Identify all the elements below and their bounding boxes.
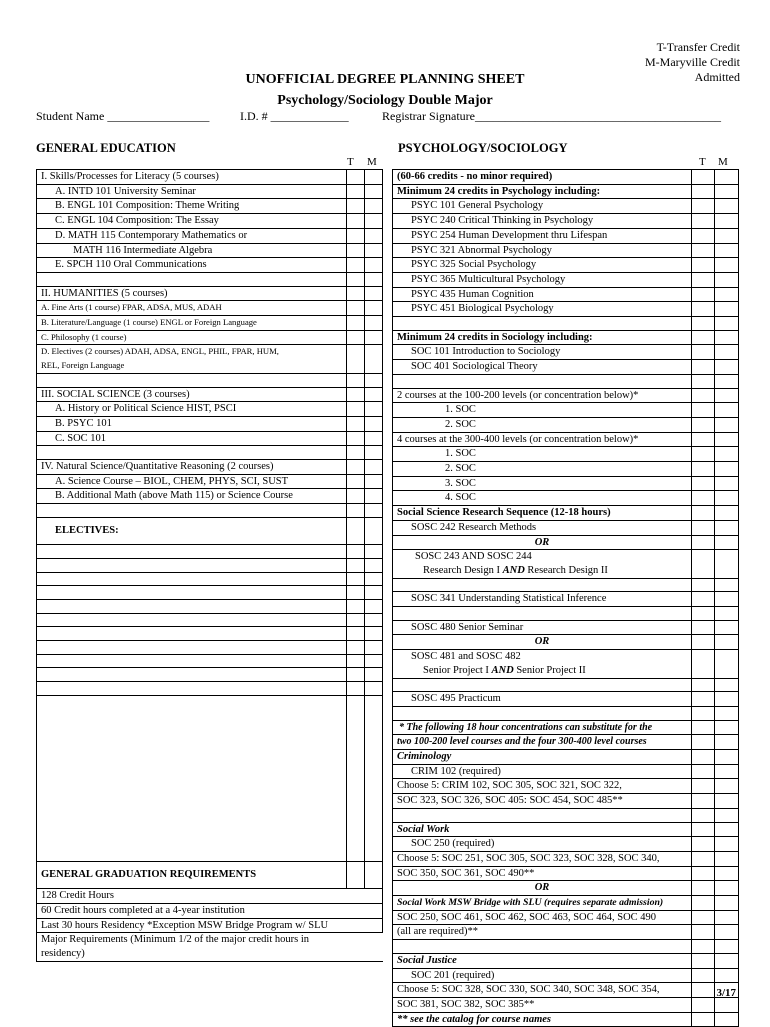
table-row	[37, 654, 383, 668]
table-row	[37, 627, 383, 641]
table-row: C. SOC 101	[37, 431, 383, 446]
table-row: OR	[393, 535, 739, 550]
electives-line-2: REL, Foreign Language	[41, 360, 125, 371]
table-row	[393, 550, 739, 578]
table-row	[37, 345, 383, 373]
table-row	[393, 940, 739, 954]
table-row: OR	[393, 881, 739, 896]
table-row	[37, 599, 383, 613]
table-row: Criminology	[393, 750, 739, 765]
table-row	[37, 446, 383, 460]
table-row	[37, 861, 383, 888]
table-row: 2. SOC	[393, 417, 739, 432]
table-row: Choose 5: CRIM 102, SOC 305, SOC 321, SOC 322,	[393, 779, 739, 794]
table-row: MATH 116 Intermediate Algebra	[37, 243, 383, 258]
table-row	[37, 545, 383, 559]
general-education-heading: GENERAL EDUCATION	[36, 141, 176, 155]
table-row: SOC 201 (required)	[393, 968, 739, 983]
table-row: (60-66 credits - no minor required)	[393, 170, 739, 185]
research-design-and: AND	[502, 564, 525, 576]
senior-project-1: Senior Project I	[423, 664, 489, 676]
general-education-table	[36, 169, 383, 962]
table-row: PSYC 321 Abnormal Psychology	[393, 243, 739, 258]
table-row: B. Additional Math (above Math 115) or Science Course	[37, 489, 383, 504]
left-col-t-header: T	[347, 156, 354, 168]
table-row: D. MATH 115 Contemporary Mathematics or	[37, 228, 383, 243]
table-row	[37, 641, 383, 655]
research-design-1: Research Design I	[423, 564, 500, 576]
research-design-line-1: SOSC 243 AND SOSC 244	[415, 551, 532, 563]
table-row: OR	[393, 635, 739, 650]
table-row: IV. Natural Science/Quantitative Reasoning (2 courses)	[37, 460, 383, 475]
document-title: UNOFFICIAL DEGREE PLANNING SHEET	[245, 72, 525, 87]
table-row	[37, 558, 383, 572]
table-row: SOSC 341 Understanding Statistical Inference	[393, 592, 739, 607]
table-row	[393, 706, 739, 720]
table-row: 4. SOC	[393, 491, 739, 506]
legend-admitted: Admitted	[694, 70, 740, 84]
table-row: 128 Credit Hours	[37, 889, 383, 904]
table-row	[37, 272, 383, 286]
student-name-field[interactable]: Student Name _________________	[36, 109, 210, 123]
electives-line-1: D. Electives (2 courses) ADAH, ADSA, ENGL, PHIL, FPAR, HUM,	[41, 346, 279, 357]
table-row: (all are required)**	[393, 925, 739, 940]
table-row: 1. SOC	[393, 403, 739, 418]
table-row: Social Work MSW Bridge with SLU (requires separate admission)	[393, 896, 739, 911]
table-row: 3. SOC	[393, 476, 739, 491]
table-row: PSYC 254 Human Development thru Lifespan	[393, 228, 739, 243]
table-row	[37, 517, 383, 544]
table-row: SOSC 495 Practicum	[393, 692, 739, 707]
table-row: Choose 5: SOC 251, SOC 305, SOC 323, SOC 328, SOC 340,	[393, 851, 739, 866]
table-row: B. ENGL 101 Composition: Theme Writing	[37, 199, 383, 214]
table-row	[37, 613, 383, 627]
table-row: SOC 350, SOC 361, SOC 490**	[393, 866, 739, 881]
table-row	[393, 578, 739, 592]
table-row: 1. SOC	[393, 447, 739, 462]
table-row: A. History or Political Science HIST, PSCI	[37, 402, 383, 417]
table-row: SOC 323, SOC 326, SOC 405: SOC 454, SOC 485**	[393, 794, 739, 809]
left-col-m-header: M	[367, 156, 377, 168]
table-row	[37, 572, 383, 586]
table-row: 4 courses at the 300-400 levels (or concentration below)*	[393, 432, 739, 447]
table-row: Social Justice	[393, 953, 739, 968]
table-row: Social Science Research Sequence (12-18 hours)	[393, 506, 739, 521]
table-row: Minimum 24 credits in Psychology including:	[393, 184, 739, 199]
table-row: Last 30 hours Residency *Exception MSW Bridge Program w/ SLU	[37, 918, 383, 933]
table-row	[37, 933, 383, 961]
table-row	[393, 808, 739, 822]
student-id-field[interactable]: I.D. # _____________	[240, 109, 349, 123]
table-row	[37, 504, 383, 518]
table-row: III. SOCIAL SCIENCE (3 courses)	[37, 387, 383, 402]
table-row: 2. SOC	[393, 462, 739, 477]
table-row: 2 courses at the 100-200 levels (or concentration below)*	[393, 388, 739, 403]
table-row: Choose 5: SOC 328, SOC 330, SOC 340, SOC 348, SOC 354,	[393, 983, 739, 998]
table-row: PSYC 240 Critical Thinking in Psychology	[393, 214, 739, 229]
table-row: PSYC 101 General Psychology	[393, 199, 739, 214]
table-row: B. Literature/Language (1 course) ENGL or Foreign Language	[37, 316, 383, 331]
electives-label: ELECTIVES:	[37, 517, 347, 544]
table-row: 60 Credit hours completed at a 4-year institution	[37, 903, 383, 918]
table-row: ** see the catalog for course names	[393, 1012, 739, 1027]
right-col-t-header: T	[699, 156, 706, 168]
research-design-2: Research Design II	[527, 564, 608, 576]
table-row: PSYC 435 Human Cognition	[393, 287, 739, 302]
table-row: PSYC 451 Biological Psychology	[393, 302, 739, 317]
table-row	[37, 586, 383, 600]
table-row: II. HUMANITIES (5 courses)	[37, 286, 383, 301]
table-row: E. SPCH 110 Oral Communications	[37, 258, 383, 273]
table-row	[393, 374, 739, 388]
table-row	[37, 373, 383, 387]
table-row: SOSC 480 Senior Seminar	[393, 620, 739, 635]
page-number: 3/17	[716, 987, 736, 999]
table-row: PSYC 325 Social Psychology	[393, 258, 739, 273]
legend-transfer: T-Transfer Credit	[656, 40, 740, 54]
table-row: C. ENGL 104 Composition: The Essay	[37, 214, 383, 229]
table-row: B. PSYC 101	[37, 416, 383, 431]
table-row: SOC 250 (required)	[393, 837, 739, 852]
table-row	[393, 317, 739, 331]
major-req-line-1: Major Requirements (Minimum 1/2 of the major credit hours in	[41, 934, 309, 946]
senior-project-and: AND	[491, 664, 514, 676]
table-row: two 100-200 level courses and the four 300-400 level courses	[393, 735, 739, 750]
psych-soc-heading: PSYCHOLOGY/SOCIOLOGY	[398, 141, 568, 155]
table-row: SOC 381, SOC 382, SOC 385**	[393, 997, 739, 1012]
table-row: Minimum 24 credits in Sociology including:	[393, 330, 739, 345]
table-row: SOSC 242 Research Methods	[393, 520, 739, 535]
registrar-signature-field[interactable]: Registrar Signature_________________________________________	[382, 109, 721, 123]
senior-project-2: Senior Project II	[516, 664, 586, 676]
table-row: I. Skills/Processes for Literacy (5 courses)	[37, 170, 383, 185]
table-row	[393, 650, 739, 678]
graduation-requirements-heading: GENERAL GRADUATION REQUIREMENTS	[37, 861, 347, 888]
table-row: A. Science Course – BIOL, CHEM, PHYS, SCI, SUST	[37, 474, 383, 489]
table-row: SOC 101 Introduction to Sociology	[393, 345, 739, 360]
table-row: Social Work	[393, 822, 739, 837]
table-row: SOC 401 Sociological Theory	[393, 360, 739, 375]
table-row	[37, 668, 383, 682]
table-row: A. INTD 101 University Seminar	[37, 184, 383, 199]
table-row	[393, 607, 739, 621]
table-row	[37, 695, 383, 861]
table-row: * The following 18 hour concentrations can substitute for the	[393, 720, 739, 735]
table-row: SOC 250, SOC 461, SOC 462, SOC 463, SOC 464, SOC 490	[393, 910, 739, 925]
table-row: A. Fine Arts (1 course) FPAR, ADSA, MUS, ADAH	[37, 301, 383, 316]
right-col-m-header: M	[718, 156, 728, 168]
table-row	[393, 678, 739, 692]
table-row: PSYC 365 Multicultural Psychology	[393, 272, 739, 287]
table-row: C. Philosophy (1 course)	[37, 330, 383, 345]
senior-project-line-1: SOSC 481 and SOSC 482	[411, 651, 521, 663]
psych-soc-table	[392, 169, 739, 1027]
document-subtitle: Psychology/Sociology Double Major	[277, 93, 493, 108]
table-row: CRIM 102 (required)	[393, 764, 739, 779]
legend-maryville: M-Maryville Credit	[645, 55, 740, 69]
major-req-line-2: residency)	[41, 947, 85, 959]
table-row	[37, 682, 383, 696]
